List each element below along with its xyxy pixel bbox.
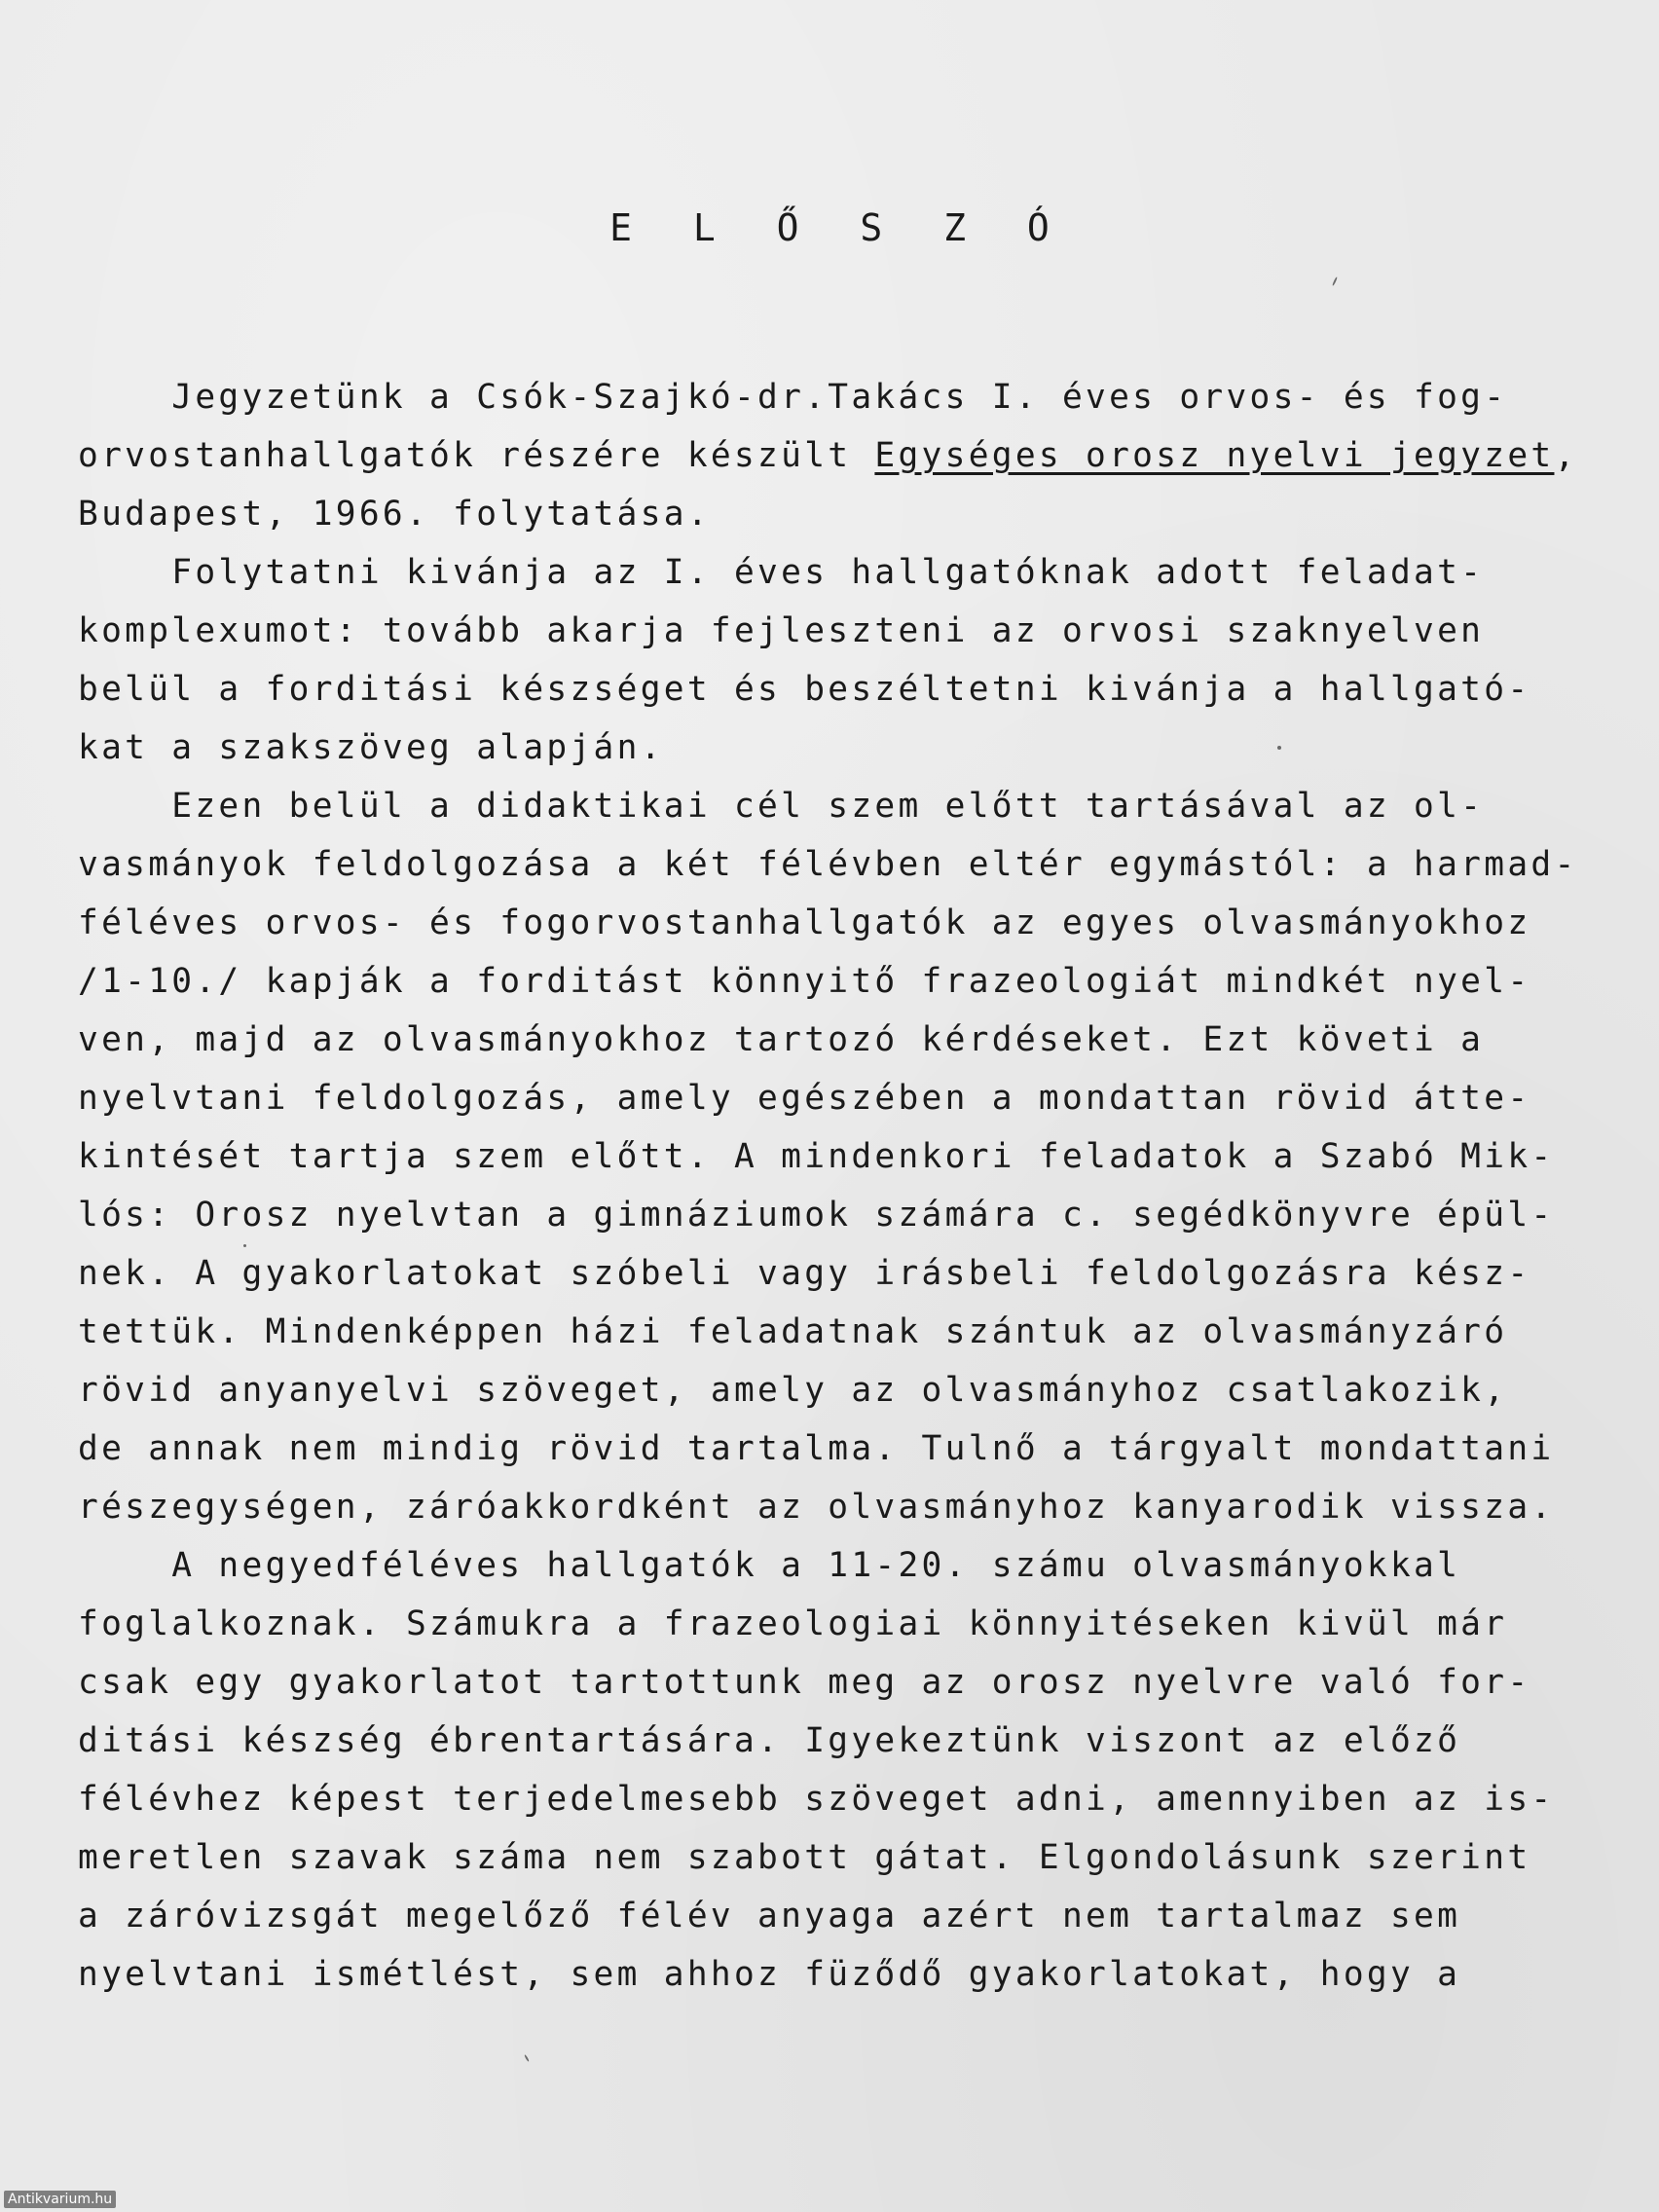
text-line-20: részegységen, záróakkordként az olvasmányhoz kanyarodik vissza.	[78, 1488, 1555, 1527]
text-line-2	[78, 436, 1578, 475]
text-line-10: féléves orvos- és fogorvostanhallgatók az egyes olvasmányokhoz	[78, 903, 1531, 942]
text-line-27: a záróvizsgát megelőző félév anyaga azért nem tartalmaz sem	[78, 1897, 1461, 1936]
text-line-13: nyelvtani feldolgozás, amely egészében a mondattan rövid átte-	[78, 1079, 1531, 1118]
text-line-8: Ezen belül a didaktikai cél szem előtt tartásával az ol-	[78, 787, 1485, 826]
text-line-21: A negyedféléves hallgatók a 11-20. számu olvasmányokkal	[78, 1546, 1461, 1585]
text-line-25: félévhez képest terjedelmesebb szöveget adni, amennyiben az is-	[78, 1780, 1555, 1819]
text-line-2-start: orvostanhallgatók részére készült	[78, 436, 875, 475]
text-line-6: belül a forditási készséget és beszéltetni kivánja a hallgató-	[78, 670, 1531, 709]
text-line-7: kat a szakszöveg alapján.	[78, 728, 664, 767]
text-line-11: /1-10./ kapják a forditást könnyitő frazeologiát mindkét nyel-	[78, 962, 1531, 1001]
paper-speck	[1332, 276, 1338, 286]
text-line-17: tettük. Mindenképpen házi feladatnak szántuk az olvasmányzáró	[78, 1312, 1508, 1351]
paper-speck	[243, 1244, 246, 1247]
page-title: E L Ő S Z Ó	[609, 206, 1069, 249]
text-line-2-end: ,	[1554, 436, 1578, 475]
text-line-24: ditási készség ébrentartására. Igyekeztünk viszont az előző	[78, 1721, 1461, 1760]
text-line-5: komplexumot: tovább akarja fejleszteni az orvosi szaknyelven	[78, 611, 1485, 650]
text-line-15: lós: Orosz nyelvtan a gimnáziumok számára c. segédkönyvre épül-	[78, 1196, 1555, 1235]
text-line-9: vasmányok feldolgozása a két félévben eltér egymástól: a harmad-	[78, 845, 1578, 884]
text-line-12: ven, majd az olvasmányokhoz tartozó kérdéseket. Ezt követi a	[78, 1020, 1485, 1059]
underlined-book-title: Egységes orosz nyelvi jegyzet	[874, 436, 1555, 475]
text-line-16: nek. A gyakorlatokat szóbeli vagy irásbeli feldolgozásra kész-	[78, 1254, 1531, 1293]
text-line-14: kintését tartja szem előtt. A mindenkori feladatok a Szabó Mik-	[78, 1137, 1555, 1176]
watermark: Antikvarium.hu	[4, 2191, 116, 2208]
text-line-22: foglalkoznak. Számukra a frazeologiai könnyitéseken kivül már	[78, 1604, 1508, 1643]
text-line-1: Jegyzetünk a Csók-Szajkó-dr.Takács I. éves orvos- és fog-	[78, 378, 1508, 417]
text-line-28: nyelvtani ismétlést, sem ahhoz füződő gyakorlatokat, hogy a	[78, 1955, 1461, 1994]
paper-speck	[1277, 746, 1281, 750]
text-line-23: csak egy gyakorlatot tartottunk meg az orosz nyelvre való for-	[78, 1663, 1531, 1702]
text-line-19: de annak nem mindig rövid tartalma. Tulnő a tárgyalt mondattani	[78, 1429, 1555, 1468]
text-line-3: Budapest, 1966. folytatása.	[78, 495, 711, 534]
text-line-26: meretlen szavak száma nem szabott gátat. Elgondolásunk szerint	[78, 1838, 1531, 1877]
text-line-4: Folytatni kivánja az I. éves hallgatóknak adott feladat-	[78, 553, 1485, 592]
text-line-18: rövid anyanyelvi szöveget, amely az olvasmányhoz csatlakozik,	[78, 1371, 1508, 1410]
paper-speck	[524, 2054, 530, 2062]
